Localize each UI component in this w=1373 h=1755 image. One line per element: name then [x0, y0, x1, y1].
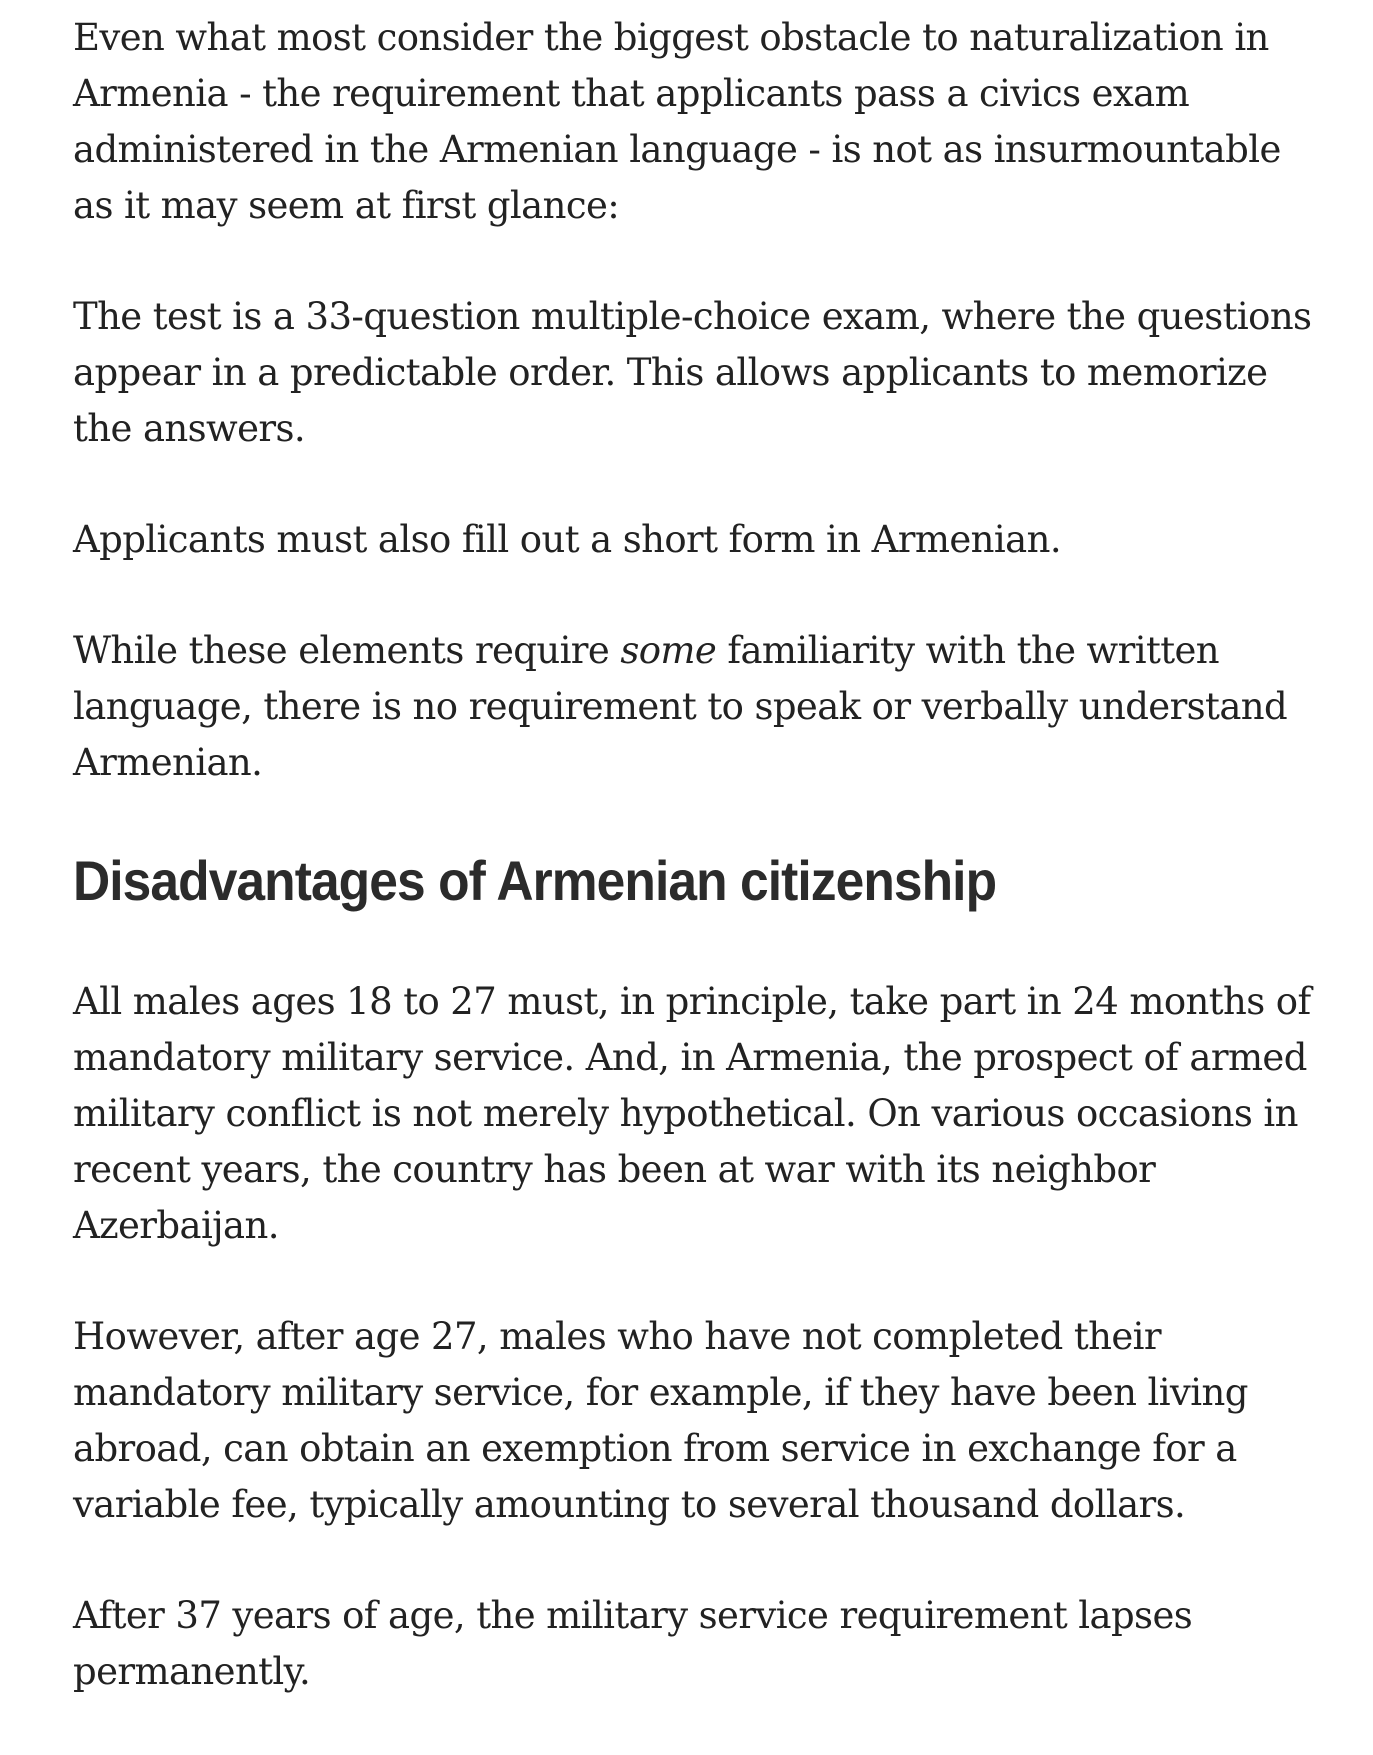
section-heading: Disadvantages of Armenian citizenship: [73, 849, 997, 912]
paragraph-military-service: All males ages 18 to 27 must, in principle, take part in 24 months of mandatory military service. And, in Armenia, the prospect of armed military conflict is not merely hypothetical. On various occasions in recent years, the country has been at war with its neighbor Azerbaijan.: [73, 980, 1311, 1247]
paragraph-test-format: The test is a 33-question multiple-choice exam, where the questions appear in a predictable order. This allows applicants to memorize the answers.: [73, 295, 1312, 450]
article-body: [73, 10, 1323, 1755]
emphasis-some: some: [620, 629, 717, 672]
paragraph-exemption-fee: However, after age 27, males who have not completed their mandatory military service, for example, if they have been living abroad, can obtain an exemption from service in exchange for a variable fee, typically amounting to several thousand dollars.: [73, 1315, 1248, 1526]
paragraph-language-familiarity: [73, 623, 1323, 791]
paragraph-text-after: familiarity with the written language, there is no requirement to speak or verbally understand Armenian.: [73, 629, 1288, 784]
paragraph-requirement-lapses: After 37 years of age, the military service requirement lapses permanently.: [73, 1594, 1193, 1693]
paragraph-short-form: Applicants must also fill out a short form in Armenian.: [73, 518, 1061, 561]
paragraph-civics-exam: Even what most consider the biggest obstacle to naturalization in Armenia - the requirement that applicants pass a civics exam administered in the Armenian language - is not as insurmountable as it may seem at first glance:: [73, 16, 1281, 227]
paragraph-text-before: While these elements require: [73, 629, 621, 672]
